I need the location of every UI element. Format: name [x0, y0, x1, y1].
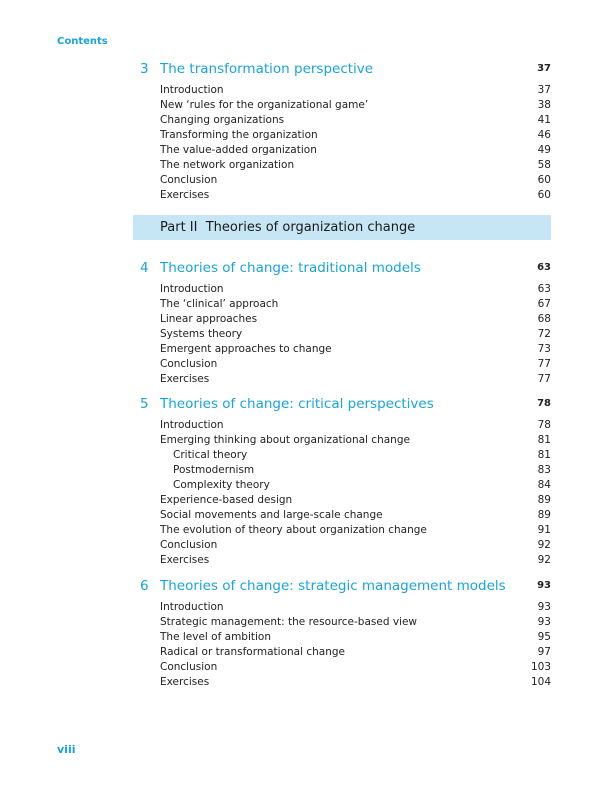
entry-page: 60 — [537, 174, 551, 186]
toc-entry[interactable] — [140, 83, 551, 98]
entry-page: 68 — [537, 313, 551, 325]
toc-entry[interactable] — [140, 418, 551, 433]
entry-label: Introduction — [160, 419, 224, 431]
entry-label: Critical theory — [173, 449, 248, 461]
entry-page: 78 — [537, 419, 551, 431]
toc-subentry[interactable] — [140, 463, 551, 478]
toc-subentry[interactable] — [140, 448, 551, 463]
toc-entry[interactable] — [140, 113, 551, 128]
chapter-number: 5 — [140, 396, 149, 412]
page-number: viii — [57, 743, 76, 756]
chapter-heading[interactable] — [140, 396, 551, 418]
chapter-heading[interactable] — [140, 61, 551, 83]
chapter-heading[interactable] — [140, 578, 551, 600]
toc-entry[interactable] — [140, 297, 551, 312]
entry-page: 63 — [537, 283, 551, 295]
entry-page: 92 — [537, 539, 551, 551]
entry-page: 72 — [537, 328, 551, 340]
part-heading — [160, 220, 415, 235]
entry-label: Exercises — [160, 676, 210, 688]
entry-label: Conclusion — [160, 661, 218, 673]
chapter-title: Theories of change: critical perspectives — [160, 396, 434, 412]
toc-entry[interactable] — [140, 600, 551, 615]
entry-label: Introduction — [160, 601, 224, 613]
entry-label: New ‘rules for the organizational game’ — [160, 99, 369, 111]
toc-entry[interactable] — [140, 508, 551, 523]
entry-page: 92 — [537, 554, 551, 566]
toc-entry[interactable] — [140, 372, 551, 387]
entry-page: 77 — [537, 358, 551, 370]
entry-label: Emerging thinking about organizational change — [160, 434, 410, 446]
toc-entry[interactable] — [140, 433, 551, 448]
entry-label: Social movements and large-scale change — [160, 509, 383, 521]
toc-entry[interactable] — [140, 538, 551, 553]
entry-label: Exercises — [160, 554, 210, 566]
chapter-5 — [140, 396, 551, 568]
toc-entry[interactable] — [140, 645, 551, 660]
toc-entry[interactable] — [140, 128, 551, 143]
entry-label: Transforming the organization — [160, 129, 318, 141]
part-banner[interactable] — [133, 215, 551, 240]
entry-page: 89 — [537, 509, 551, 521]
entry-page: 77 — [537, 373, 551, 385]
toc-entry[interactable] — [140, 523, 551, 538]
chapter-page: 63 — [537, 262, 551, 273]
entry-label: Introduction — [160, 283, 224, 295]
toc-entry[interactable] — [140, 188, 551, 203]
entry-label: The level of ambition — [160, 631, 271, 643]
chapter-number: 6 — [140, 578, 149, 594]
entry-label: Experience-based design — [160, 494, 293, 506]
chapter-title: Theories of change: strategic management models — [160, 578, 506, 594]
chapter-page: 37 — [537, 63, 551, 74]
chapter-page: 93 — [537, 580, 551, 591]
toc-entry[interactable] — [140, 158, 551, 173]
chapter-page: 78 — [537, 398, 551, 409]
entry-page: 49 — [537, 144, 551, 156]
entry-page: 93 — [537, 601, 551, 613]
entry-label: Exercises — [160, 189, 210, 201]
toc-entry[interactable] — [140, 357, 551, 372]
entry-label: The network organization — [160, 159, 295, 171]
chapter-3 — [140, 61, 551, 203]
toc-entry[interactable] — [140, 312, 551, 327]
toc-entry[interactable] — [140, 630, 551, 645]
entry-label: Conclusion — [160, 358, 218, 370]
entry-label: Postmodernism — [173, 464, 255, 476]
entry-page: 83 — [537, 464, 551, 476]
entry-label: The evolution of theory about organization change — [160, 524, 427, 536]
entry-page: 81 — [537, 449, 551, 461]
entry-label: Introduction — [160, 84, 224, 96]
entry-page: 58 — [537, 159, 551, 171]
toc-entry[interactable] — [140, 173, 551, 188]
entry-page: 60 — [537, 189, 551, 201]
entry-page: 37 — [537, 84, 551, 96]
entry-page: 41 — [537, 114, 551, 126]
entry-page: 93 — [537, 616, 551, 628]
entry-page: 104 — [530, 676, 551, 688]
entry-label: Linear approaches — [160, 313, 258, 325]
part-label: Part II — [160, 220, 198, 235]
toc-entry[interactable] — [140, 327, 551, 342]
chapter-6 — [140, 578, 551, 690]
toc-entry[interactable] — [140, 553, 551, 568]
chapter-title: The transformation perspective — [160, 61, 374, 77]
entry-page: 46 — [537, 129, 551, 141]
toc-entry[interactable] — [140, 660, 551, 675]
toc-entry[interactable] — [140, 282, 551, 297]
entry-page: 89 — [537, 494, 551, 506]
entry-label: Systems theory — [160, 328, 243, 340]
chapter-4 — [140, 260, 551, 387]
toc-entry[interactable] — [140, 615, 551, 630]
chapter-number: 4 — [140, 260, 149, 276]
entry-label: The value-added organization — [160, 144, 317, 156]
entry-label: The ‘clinical’ approach — [160, 298, 279, 310]
chapter-heading[interactable] — [140, 260, 551, 282]
entry-page: 38 — [537, 99, 551, 111]
toc-entry[interactable] — [140, 143, 551, 158]
entry-label: Exercises — [160, 373, 210, 385]
entry-page: 103 — [530, 661, 551, 673]
entry-label: Complexity theory — [173, 479, 270, 491]
entry-page: 95 — [537, 631, 551, 643]
entry-label: Conclusion — [160, 174, 218, 186]
toc-entry[interactable] — [140, 342, 551, 357]
toc-subentry[interactable] — [140, 478, 551, 493]
entry-label: Radical or transformational change — [160, 646, 345, 658]
part-title: Theories of organization change — [205, 220, 416, 235]
entry-label: Conclusion — [160, 539, 218, 551]
running-head: Contents — [57, 36, 108, 47]
entry-label: Strategic management: the resource-based view — [160, 616, 417, 628]
entry-label: Changing organizations — [160, 114, 285, 126]
entry-page: 84 — [537, 479, 551, 491]
chapter-title: Theories of change: traditional models — [160, 260, 421, 276]
entry-page: 81 — [537, 434, 551, 446]
entry-page: 91 — [537, 524, 551, 536]
toc-entry[interactable] — [140, 493, 551, 508]
entry-page: 67 — [537, 298, 551, 310]
entry-page: 73 — [537, 343, 551, 355]
entry-page: 97 — [537, 646, 551, 658]
chapter-number: 3 — [140, 61, 149, 77]
toc-entry[interactable] — [140, 675, 551, 690]
entry-label: Emergent approaches to change — [160, 343, 332, 355]
toc-entry[interactable] — [140, 98, 551, 113]
